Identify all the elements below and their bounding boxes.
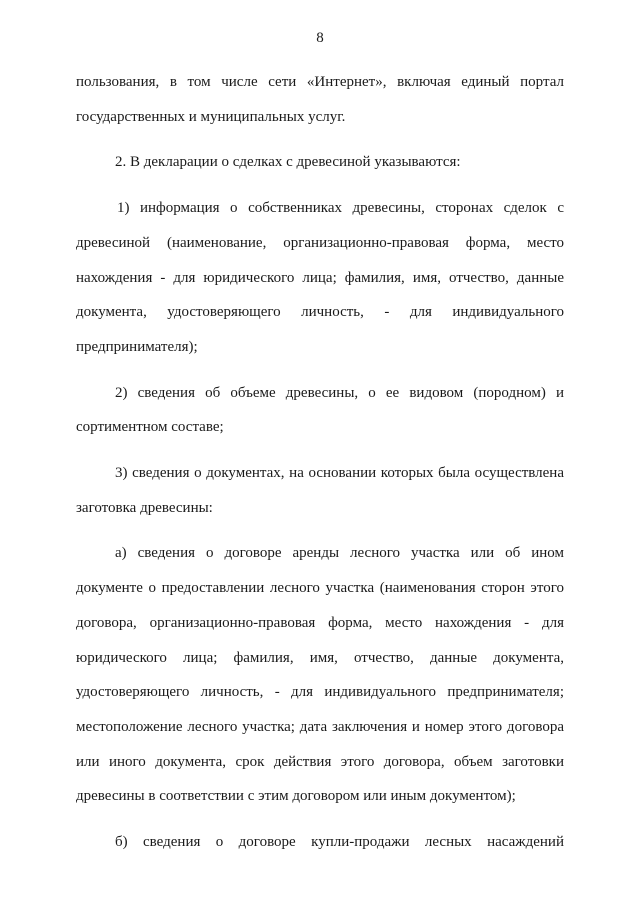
paragraph-subitem-b: б) сведения о договоре купли-продажи лесных насаждений — [115, 834, 564, 851]
page-number: 8 — [316, 30, 324, 46]
paragraph-subitem-3: 3) сведения о документах, на основании которых была осуществлена заготовка древесины: — [76, 465, 564, 516]
paragraph-subitem-1: 1) информация о собственниках древесины, сторонах сделок с древесиной (наименование, организационно-правовая форма, место нахождения - для юридического лица; фамилия, имя, отчество, данные документа, удостоверяющего личность, - для индивидуального предпринимателя); — [76, 200, 564, 355]
paragraph-subitem-2: 2) сведения об объеме древесины, о ее видовом (породном) и сортиментном составе; — [76, 384, 564, 436]
paragraph-continuation: пользования, в том числе сети «Интернет», включая единый портал государственных и муниципальных услуг. — [76, 74, 564, 125]
paragraph-item-2: 2. В декларации о сделках с древесиной указываются: — [115, 154, 461, 171]
paragraph-subitem-a: а) сведения о договоре аренды лесного участка или об ином документе о предоставлении лесного участка (наименования сторон этого договора, организационно-правовая форма, место нахождения - для юридического лица; фамилия, имя, отчество, данные документа, удостоверяющего личность, - для индивидуального предпринимателя; местоположение лесного участка; дата заключения и номер этого договора или иного документа, срок действия этого договора, объем заготовки древесины в соответствии с этим договором или иным документом); — [76, 545, 564, 805]
document-body — [76, 65, 564, 860]
